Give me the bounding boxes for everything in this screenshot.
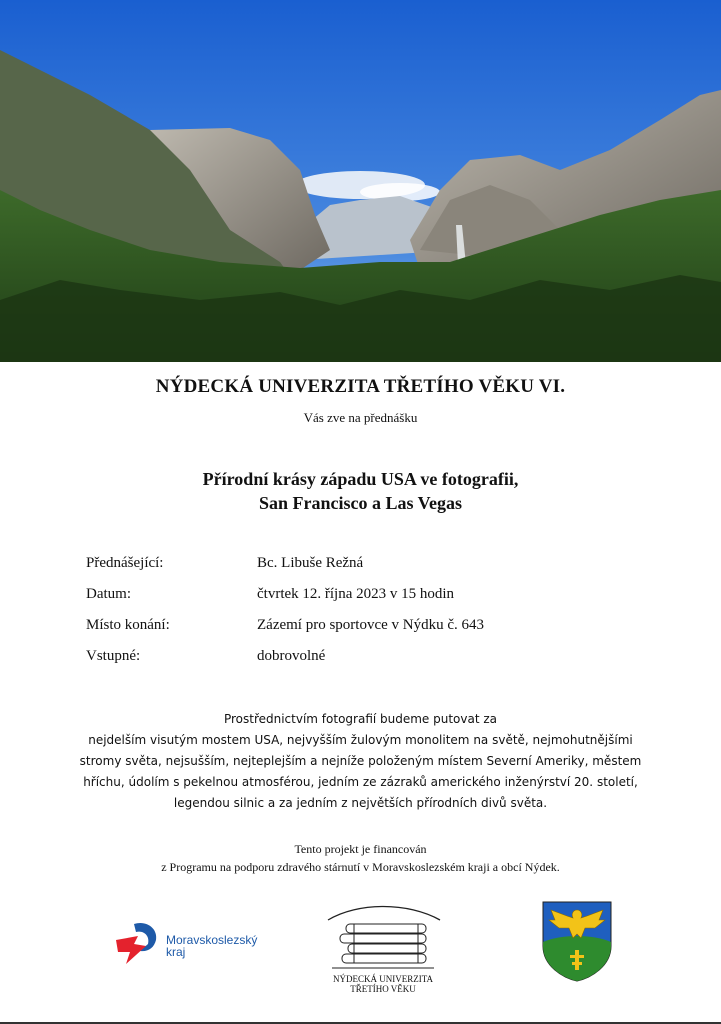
description-line: nejdelším visutým mostem USA, nejvyšším žulovým monolitem na světě, nejmohutnějšími bbox=[88, 733, 633, 747]
nydecka-univerzita-logo bbox=[318, 898, 448, 998]
book-stack-icon bbox=[318, 898, 448, 972]
detail-label: Přednášející: bbox=[86, 555, 164, 571]
description-line: Prostřednictvím fotografií budeme putovat za bbox=[223, 712, 498, 726]
msk-logo-line-2: kraj bbox=[166, 945, 186, 959]
lecture-description bbox=[60, 709, 661, 814]
msk-logo-text bbox=[166, 934, 257, 958]
msk-logo-line-1: Moravskoslezský bbox=[166, 933, 258, 947]
moravskoslezsky-kraj-logo bbox=[112, 916, 272, 968]
description-line: hříchu, údolím s pekelnou atmosférou, jedním ze zázraků amerického inženýrství 20. století, bbox=[83, 775, 638, 789]
detail-value: Zázemí pro sportovce v Nýdku č. 643 bbox=[257, 617, 485, 633]
detail-label: Vstupné: bbox=[86, 648, 141, 664]
nydek-coat-of-arms-icon bbox=[541, 900, 613, 982]
header-photo bbox=[0, 0, 721, 362]
funding-line-1: Tento projekt je financován bbox=[294, 842, 427, 856]
detail-label: Místo konání: bbox=[86, 617, 170, 633]
nutv-logo-line-1: NÝDECKÁ UNIVERZITA bbox=[332, 974, 433, 984]
invitation-text: Vás zve na přednášku bbox=[303, 410, 418, 425]
description-line: stromy světa, nejsušším, nejteplejším a nejníže položeným místem Severní Ameriky, městem bbox=[79, 754, 642, 768]
funding-note bbox=[0, 840, 721, 876]
page-title: NÝDECKÁ UNIVERZITA TŘETÍHO VĚKU VI. bbox=[155, 376, 566, 397]
lecture-title bbox=[0, 467, 721, 515]
funding-line-2: z Programu na podporu zdravého stárnutí v Moravskoslezském kraji a obcí Nýdek. bbox=[161, 860, 560, 874]
detail-value: Bc. Libuše Režná bbox=[257, 555, 364, 571]
detail-value: dobrovolné bbox=[257, 648, 326, 664]
lecture-title-line-1: Přírodní krásy západu USA ve fotografii, bbox=[202, 469, 519, 489]
lecture-title-line-2: San Francisco a Las Vegas bbox=[258, 493, 463, 513]
nutv-logo-line-2: TŘETÍHO VĚKU bbox=[350, 984, 416, 994]
nutv-logo-text bbox=[318, 974, 448, 994]
detail-value: čtvrtek 12. října 2023 v 15 hodin bbox=[257, 586, 455, 602]
detail-label: Datum: bbox=[86, 586, 131, 602]
msk-emblem-icon bbox=[112, 918, 162, 968]
description-line: legendou silnic a za jedním z největších přírodních divů světa. bbox=[173, 796, 548, 810]
